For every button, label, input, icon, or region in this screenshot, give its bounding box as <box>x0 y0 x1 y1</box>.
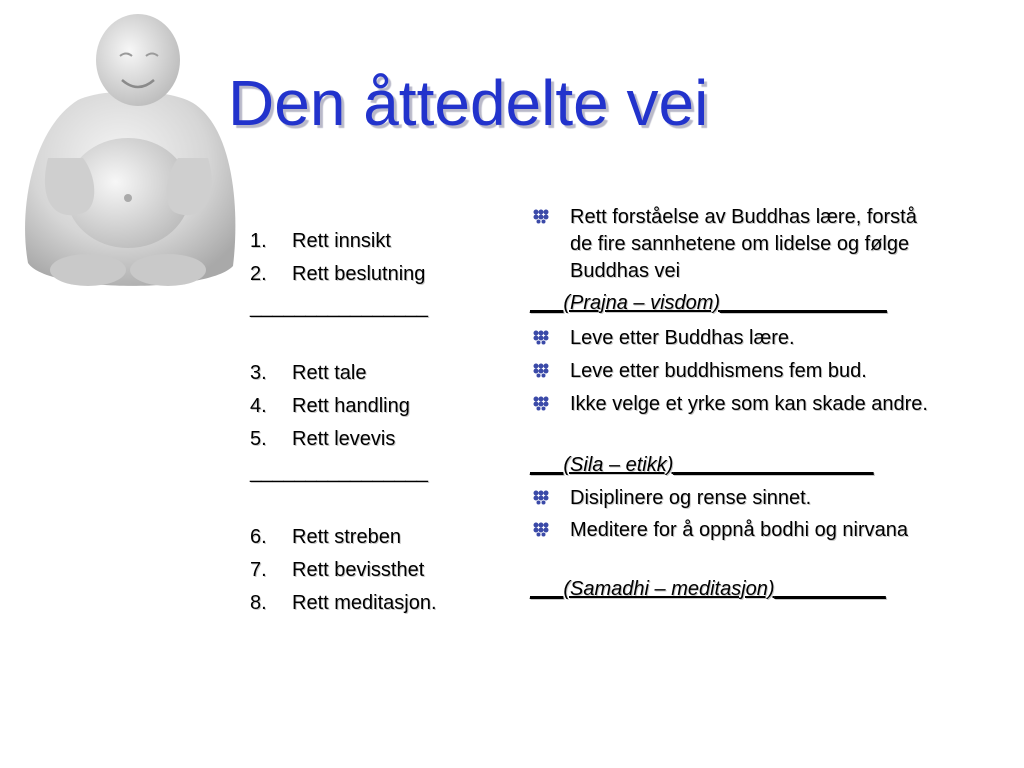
underline-prefix: ___ <box>530 454 564 476</box>
item-number: 4. <box>250 395 267 417</box>
divider-line: ________________ <box>250 296 428 318</box>
underline-prefix: ___ <box>530 292 564 314</box>
item-text: Rett beslutning <box>292 263 426 285</box>
bullet-text: Leve etter Buddhas lære. <box>570 327 795 349</box>
underline-suffix: __________________ <box>673 454 874 476</box>
underline-prefix: ___ <box>530 578 564 600</box>
underline-suffix: _______________ <box>720 292 887 314</box>
item-number: 6. <box>250 526 267 548</box>
item-text: Rett handling <box>292 395 410 417</box>
bullet-icon <box>532 489 550 505</box>
underline-suffix: __________ <box>774 578 886 600</box>
buddha-statue-image <box>8 8 240 298</box>
bullet-icon <box>532 521 550 537</box>
item-text: Rett levevis <box>292 428 396 450</box>
bullet-text: Leve etter buddhismens fem bud. <box>570 360 867 382</box>
section-label: (Sila – etikk) <box>563 454 674 476</box>
item-text: Rett innsikt <box>292 230 391 252</box>
section-divider-prajna <box>530 292 887 315</box>
section-label: (Samadhi – meditasjon) <box>563 578 775 600</box>
section-divider-samadhi <box>530 578 886 601</box>
item-number: 7. <box>250 559 267 581</box>
section-divider-sila <box>530 454 874 477</box>
item-number: 2. <box>250 263 267 285</box>
item-text: Rett streben <box>292 526 401 548</box>
bullet-icon <box>532 208 550 224</box>
bullet-icon <box>532 329 550 345</box>
bullet-text: Rett forståelse av Buddhas lære, forstå de fire sannhetene om lidelse og følge Buddhas vei <box>570 206 917 282</box>
item-text: Rett meditasjon. <box>292 592 437 614</box>
item-number: 1. <box>250 230 267 252</box>
bullet-text: Ikke velge et yrke som kan skade andre. <box>570 393 928 415</box>
bullet-icon <box>532 395 550 411</box>
bullet-text: Disiplinere og rense sinnet. <box>570 487 812 509</box>
item-text: Rett tale <box>292 362 367 384</box>
bullet-text: Meditere for å oppnå bodhi og nirvana <box>570 519 909 541</box>
bullet-icon <box>532 362 550 378</box>
item-number: 5. <box>250 428 267 450</box>
section-label: (Prajna – visdom) <box>563 292 721 314</box>
divider-line: ________________ <box>250 461 428 483</box>
item-text: Rett bevissthet <box>292 559 425 581</box>
item-number: 8. <box>250 592 267 614</box>
item-number: 3. <box>250 362 267 384</box>
slide-title: Den åttedelte vei <box>228 67 709 139</box>
